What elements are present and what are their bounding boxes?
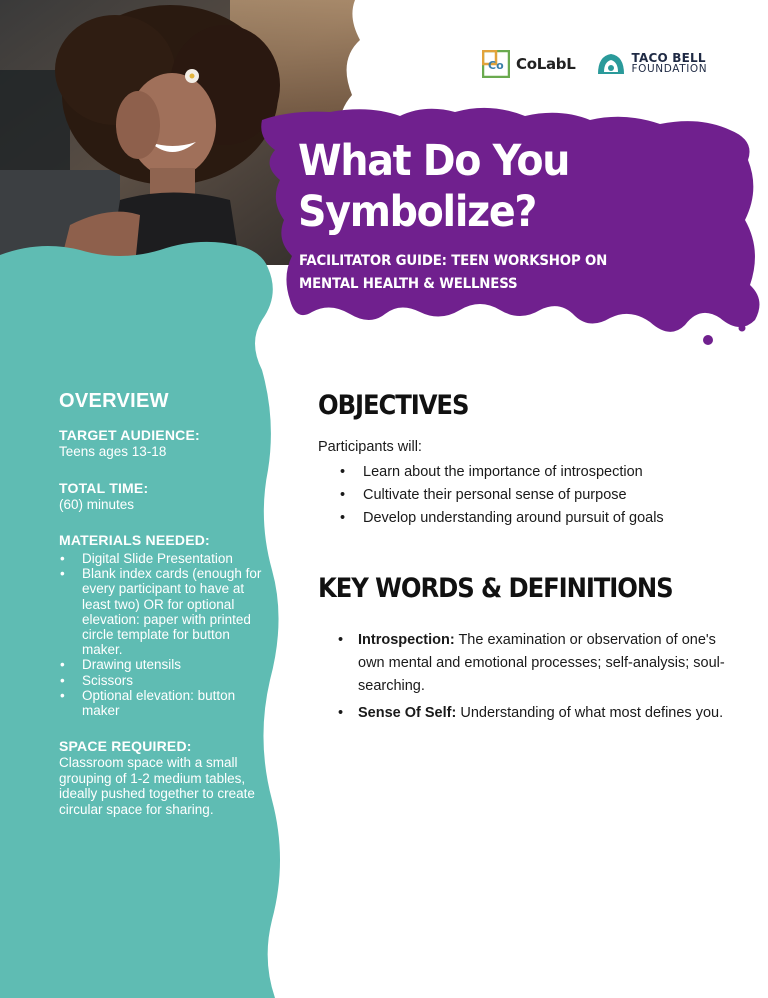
list-item: • Learn about the importance of introspection xyxy=(318,461,738,484)
key-word-term: Introspection: xyxy=(358,632,455,648)
key-word-definition: The examination or observation of one's own mental and emotional processes; self-analysis; soul-searching. xyxy=(358,632,725,694)
space-value: Classroom space with a small grouping of 1-2 medium tables, ideally pushed together to create circular space for sharing. xyxy=(59,755,255,817)
page-subtitle: FACILITATOR GUIDE: TEEN WORKSHOP ON MENTAL HEALTH & WELLNESS xyxy=(299,253,608,292)
list-item: • Develop understanding around pursuit of goals xyxy=(318,507,738,530)
list-item: • Scissors xyxy=(59,673,269,688)
list-item xyxy=(318,629,738,698)
list-item: • Optional elevation: button maker xyxy=(59,688,269,718)
foundation-name: FOUNDATION xyxy=(631,63,708,75)
colabl-logo xyxy=(482,50,576,78)
materials-label: MATERIALS NEEDED: xyxy=(59,532,210,548)
objectives-intro: Participants will: xyxy=(318,439,422,455)
taco-bell-bell-icon xyxy=(596,50,626,78)
key-word-term: Sense Of Self: xyxy=(358,705,457,721)
key-words-heading: KEY WORDS & DEFINITIONS xyxy=(318,573,673,604)
list-item: • Drawing utensils xyxy=(59,657,269,672)
materials-block xyxy=(59,532,269,718)
page-title: What Do You Symbolize? xyxy=(298,136,570,237)
total-time-block xyxy=(59,480,269,513)
list-item: • Digital Slide Presentation xyxy=(59,551,269,566)
colabl-name: CoLabL xyxy=(516,55,576,73)
objectives-list xyxy=(318,461,738,530)
taco-bell-foundation-logo xyxy=(596,50,708,78)
svg-text:Co: Co xyxy=(488,59,504,72)
main-content xyxy=(318,390,738,729)
overview-heading: OVERVIEW xyxy=(59,390,169,412)
objectives-heading: OBJECTIVES xyxy=(318,390,469,421)
key-words-list xyxy=(318,629,738,725)
total-time-value: (60) minutes xyxy=(59,496,135,512)
target-audience-value: Teens ages 13-18 xyxy=(59,444,167,459)
taco-bell-name: TACO BELL xyxy=(631,51,706,65)
overview-sidebar xyxy=(59,390,269,837)
list-item: • Blank index cards (enough for every participant to have at least two) OR for optional elevation: paper with printed circle template for button maker. xyxy=(59,566,269,657)
total-time-label: TOTAL TIME: xyxy=(59,479,149,496)
target-audience-block xyxy=(59,427,269,460)
target-audience-label: TARGET AUDIENCE: xyxy=(59,427,200,443)
space-block xyxy=(59,738,269,817)
list-item xyxy=(318,702,738,725)
materials-list xyxy=(59,551,269,718)
colabl-mark-icon xyxy=(482,50,510,78)
list-item: • Cultivate their personal sense of purpose xyxy=(318,484,738,507)
key-word-definition: Understanding of what most defines you. xyxy=(456,705,724,721)
space-label: SPACE REQUIRED: xyxy=(59,738,192,755)
logo-bar xyxy=(482,50,707,78)
